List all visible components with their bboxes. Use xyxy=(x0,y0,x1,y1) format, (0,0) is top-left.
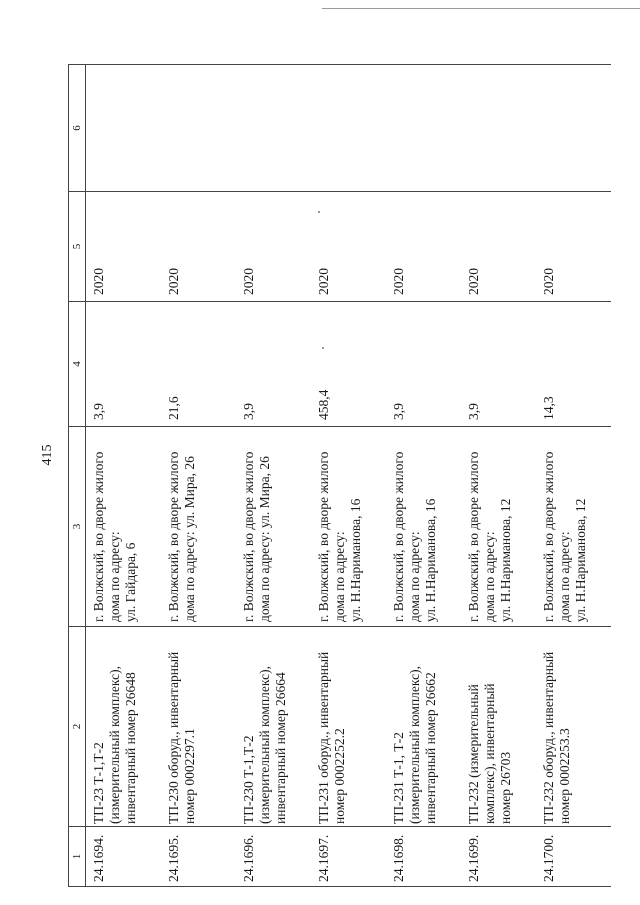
object-name: ТП-232 (измерительный комплекс), инвентарный номер 26703 xyxy=(461,627,536,827)
object-address: г. Волжский, во дворе жилого дома по адресу: ул. Н.Нариманова, 16 xyxy=(311,427,386,627)
table-row xyxy=(86,65,162,887)
object-year: 2020 xyxy=(86,192,162,302)
object-value: 458,4 xyxy=(311,302,386,427)
object-note xyxy=(236,65,311,192)
object-year: 2020 xyxy=(386,192,461,302)
row-number: 24.1700. xyxy=(536,827,611,887)
table-row xyxy=(236,65,311,887)
object-name: ТП-231 оборуд., инвентарный номер 0002252.2 xyxy=(311,627,386,827)
object-value: 3,9 xyxy=(236,302,311,427)
column-header: 4 xyxy=(69,302,86,427)
object-address: г. Волжский, во дворе жилого дома по адресу: ул. Гайдара, 6 xyxy=(86,427,162,627)
column-header: 3 xyxy=(69,427,86,627)
row-number: 24.1697. xyxy=(311,827,386,887)
table-row xyxy=(161,65,236,887)
object-address: г. Волжский, во дворе жилого дома по адресу: ул. Мира, 26 xyxy=(161,427,236,627)
table-row xyxy=(536,65,611,887)
object-value: 3,9 xyxy=(86,302,162,427)
object-value: 21,6 xyxy=(161,302,236,427)
row-number: 24.1699. xyxy=(461,827,536,887)
row-number: 24.1696. xyxy=(236,827,311,887)
table-row xyxy=(386,65,461,887)
object-note xyxy=(161,65,236,192)
object-note xyxy=(311,65,386,192)
object-name: ТП-231 Т-1, Т-2 (измерительный комплекс), инвентарный номер 26662 xyxy=(386,627,461,827)
object-note xyxy=(536,65,611,192)
object-name: ТП-230 оборуд., инвентарный номер 0002297.1 xyxy=(161,627,236,827)
object-name: ТП-230 Т-1,Т-2 (измерительный комплекс), инвентарный номер 26664 xyxy=(236,627,311,827)
object-year: 2020 xyxy=(236,192,311,302)
object-note xyxy=(86,65,162,192)
column-header: 1 xyxy=(69,827,86,887)
page-number: 415 xyxy=(40,444,55,466)
object-value: 14,3 xyxy=(536,302,611,427)
object-address: г. Волжский, во дворе жилого дома по адресу: ул. Н.Нариманова, 12 xyxy=(461,427,536,627)
object-address: г. Волжский, во дворе жилого дома по адресу: ул. Н.Нариманова, 16 xyxy=(386,427,461,627)
object-address: г. Волжский, во дворе жилого дома по адресу: ул. Мира, 26 xyxy=(236,427,311,627)
object-name: ТП-232 оборуд., инвентарный номер 0002253.3 xyxy=(536,627,611,827)
row-number: 24.1695. xyxy=(161,827,236,887)
object-year: 2020 xyxy=(311,192,386,302)
object-year: 2020 xyxy=(536,192,611,302)
table-row xyxy=(311,65,386,887)
object-year: 2020 xyxy=(461,192,536,302)
table-row xyxy=(461,65,536,887)
column-header: 5 xyxy=(69,192,86,302)
object-value: 3,9 xyxy=(386,302,461,427)
row-number: 24.1694. xyxy=(86,827,162,887)
object-note xyxy=(461,65,536,192)
row-number: 24.1698. xyxy=(386,827,461,887)
object-year: 2020 xyxy=(161,192,236,302)
object-value: 3,9 xyxy=(461,302,536,427)
object-address: г. Волжский, во дворе жилого дома по адресу: ул. Н.Нариманова, 12 xyxy=(536,427,611,627)
table-header-row xyxy=(69,65,86,887)
column-header: 2 xyxy=(69,627,86,827)
object-note xyxy=(386,65,461,192)
column-header: 6 xyxy=(69,65,86,192)
object-name: ТП-23 Т-1,Т-2 (измерительный комплекс), инвентарный номер 26648 xyxy=(86,627,162,827)
property-table xyxy=(68,64,611,887)
